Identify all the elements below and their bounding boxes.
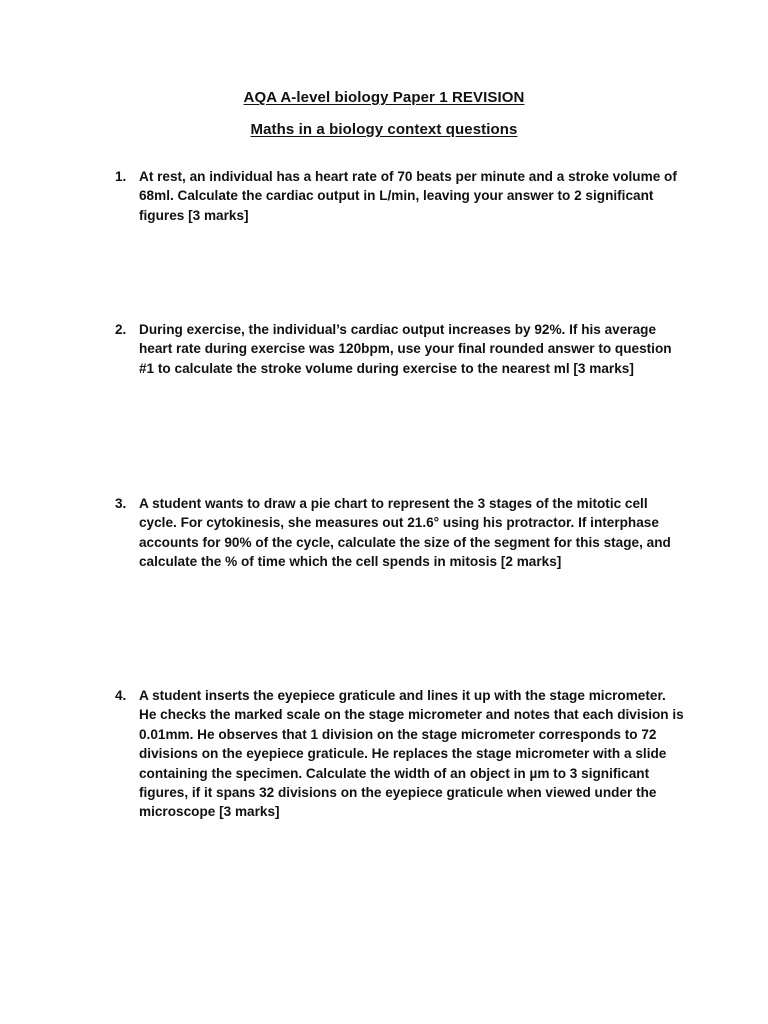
question-text: A student inserts the eyepiece graticule and lines it up with the stage micrometer. He checks the marked scale on the stage micrometer and notes that each division is 0.01mm. He observes that 1 division on the stage micrometer corresponds to 72 divisions on the eyepiece graticule. He replaces the stage micrometer with a slide containing the specimen. Calculate the width of an object in µm to 3 significant figures, if it spans 32 divisions on the eyepiece graticule when viewed under the microscope [3 marks] (139, 688, 684, 820)
question-text: At rest, an individual has a heart rate of 70 beats per minute and a stroke volume of 68ml. Calculate the cardiac output in L/min, leaving your answer to 2 significant figures [3 marks] (139, 169, 677, 223)
question-1 (115, 167, 685, 225)
page-title: AQA A-level biology Paper 1 REVISION (243, 89, 525, 106)
question-4 (115, 686, 685, 822)
question-text: A student wants to draw a pie chart to represent the 3 stages of the mitotic cell cycle. For cytokinesis, she measures out 21.6° using his protractor. If interphase accounts for 90% of the cycle, calculate the size of the segment for this stage, and calculate the % of time which the cell spends in mitosis [2 marks] (139, 496, 671, 570)
question-number: 4. (115, 688, 127, 703)
question-number: 1. (115, 169, 127, 184)
page-subtitle: Maths in a biology context questions (250, 121, 518, 138)
question-number: 2. (115, 322, 127, 337)
question-number: 3. (115, 496, 127, 511)
question-3 (115, 494, 685, 572)
question-text: During exercise, the individual’s cardiac output increases by 92%. If his average heart rate during exercise was 120bpm, use your final rounded answer to question #1 to calculate the stroke volume during exercise to the nearest ml [3 marks] (139, 322, 672, 376)
question-2 (115, 320, 685, 378)
